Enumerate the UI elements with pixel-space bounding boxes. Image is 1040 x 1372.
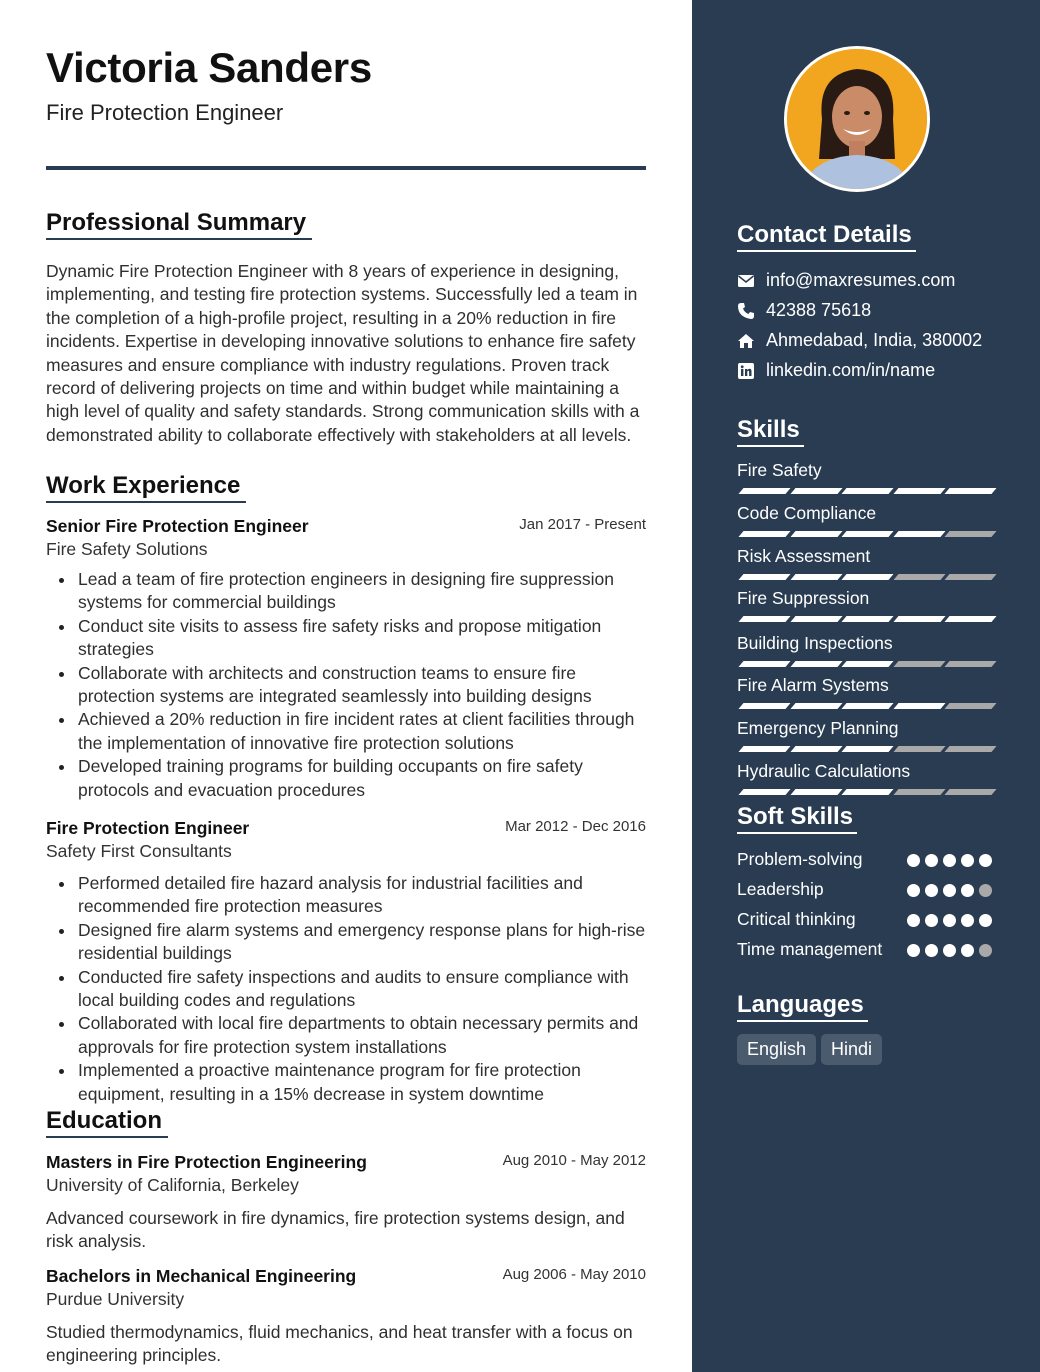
skill-row [737, 503, 993, 524]
skill-name: Risk Assessment [737, 546, 871, 566]
rating-dot [979, 914, 992, 927]
rating-dot [907, 854, 920, 867]
skill-level-segment [738, 574, 790, 580]
soft-skill-name: Problem-solving [737, 849, 863, 869]
soft-skill-name: Leadership [737, 879, 824, 899]
list-item: Achieved a 20% reduction in fire incident rates at client facilities through the implementation of innovative fire protection solutions [78, 708, 646, 755]
skill-level-segment [944, 531, 996, 537]
rating-dot [961, 914, 974, 927]
job-title: Senior Fire Protection Engineer [46, 516, 309, 536]
rating-dot [943, 944, 956, 957]
school-name: University of California, Berkeley [46, 1175, 299, 1195]
candidate-name: Victoria Sanders [46, 44, 372, 91]
home-icon [737, 332, 755, 350]
skill-level-segment [841, 661, 893, 667]
rating-dot [979, 884, 992, 897]
linkedin-text: linkedin.com/in/name [766, 360, 936, 380]
education-date: Aug 2006 - May 2010 [502, 1266, 646, 1283]
rating-dot [907, 914, 920, 927]
skill-level-segment [893, 616, 945, 622]
soft-skills-heading: Soft Skills [737, 802, 857, 834]
job-date: Jan 2017 - Present [519, 516, 646, 533]
skill-name: Fire Suppression [737, 588, 870, 608]
skill-name: Fire Alarm Systems [737, 675, 889, 695]
soft-skill-rating [907, 884, 987, 898]
phone-text: 42388 75618 [766, 300, 872, 320]
language-badge: Hindi [821, 1034, 882, 1065]
skill-level-bar [737, 661, 993, 667]
rating-dot [925, 914, 938, 927]
rating-dot [925, 884, 938, 897]
skill-level-segment [841, 488, 893, 494]
education-description: Advanced coursework in fire dynamics, fire protection systems design, and risk analysis. [46, 1208, 625, 1252]
skill-level-segment [790, 746, 842, 752]
soft-skill-name: Critical thinking [737, 909, 856, 929]
email-text: info@maxresumes.com [766, 270, 956, 290]
list-item: Implemented a proactive maintenance program for fire protection equipment, resulting in a 15% decrease in system downtime [78, 1059, 646, 1106]
summary-text: Dynamic Fire Protection Engineer with 8 years of experience in designing, implementing, and testing fire protection systems. Successfully led a team in the completion of a high-profile project, resulting in a 20% reduction in fire incidents. Expertise in developing innovative solutions to enhance fire safety measures and ensure compliance with industry regulations. Proven track record of delivering projects on time and within budget while maintaining a high level of quality and safety standards. Strong communication skills with a demonstrated ability to collaborate effectively with stakeholders at all levels. [46, 261, 640, 445]
contact-phone[interactable] [737, 300, 871, 321]
degree-title: Masters in Fire Protection Engineering [46, 1152, 367, 1172]
skill-name: Building Inspections [737, 633, 893, 653]
education-date: Aug 2010 - May 2012 [502, 1152, 646, 1169]
skill-level-segment [944, 574, 996, 580]
rating-dot [961, 944, 974, 957]
skill-row [737, 546, 993, 567]
skill-level-segment [841, 531, 893, 537]
rating-dot [943, 854, 956, 867]
skill-row [737, 761, 993, 782]
candidate-role: Fire Protection Engineer [46, 100, 284, 125]
languages-heading: Languages [737, 990, 868, 1022]
language-badge: English [737, 1034, 816, 1065]
school-name: Purdue University [46, 1289, 185, 1309]
skill-level-segment [893, 661, 945, 667]
skill-name: Code Compliance [737, 503, 877, 523]
rating-dot [925, 944, 938, 957]
soft-skill-row [737, 848, 987, 871]
list-item: Designed fire alarm systems and emergency response plans for high-rise residential buildings [78, 919, 646, 966]
contact-linkedin[interactable] [737, 360, 935, 381]
soft-skill-name: Time management [737, 939, 883, 959]
rating-dot [961, 854, 974, 867]
skill-level-segment [944, 703, 996, 709]
job-date: Mar 2012 - Dec 2016 [505, 818, 646, 835]
degree-title: Bachelors in Mechanical Engineering [46, 1266, 357, 1286]
education-description: Studied thermodynamics, fluid mechanics, and heat transfer with a focus on engineering principles. [46, 1322, 633, 1366]
rating-dot [925, 854, 938, 867]
phone-icon [737, 302, 755, 320]
skill-name: Fire Safety [737, 460, 822, 480]
list-item: Conduct site visits to assess fire safety risks and propose mitigation strategies [78, 615, 646, 662]
skill-name: Hydraulic Calculations [737, 761, 911, 781]
soft-skill-row [737, 938, 987, 961]
skill-level-segment [738, 703, 790, 709]
linkedin-icon [737, 362, 755, 380]
summary-heading: Professional Summary [46, 208, 312, 240]
job-bullets [46, 872, 646, 1106]
soft-skill-rating [907, 914, 987, 928]
list-item: Performed detailed fire hazard analysis for industrial facilities and recommended fire protection measures [78, 872, 646, 919]
skill-level-bar [737, 703, 993, 709]
list-item: Lead a team of fire protection engineers in designing fire suppression systems for commercial buildings [78, 568, 646, 615]
skill-level-segment [790, 488, 842, 494]
skill-level-segment [790, 574, 842, 580]
skill-level-segment [738, 789, 790, 795]
skill-level-segment [944, 789, 996, 795]
skill-level-segment [893, 488, 945, 494]
skill-name: Emergency Planning [737, 718, 899, 738]
skill-level-segment [841, 574, 893, 580]
skills-heading: Skills [737, 415, 804, 447]
rating-dot [943, 884, 956, 897]
skill-level-bar [737, 746, 993, 752]
skill-level-segment [893, 703, 945, 709]
rating-dot [979, 944, 992, 957]
list-item: Developed training programs for building occupants on fire safety protocols and evacuation procedures [78, 755, 646, 802]
skill-row [737, 633, 993, 654]
skill-row [737, 718, 993, 739]
skill-level-segment [841, 703, 893, 709]
skill-row [737, 588, 993, 609]
skill-level-segment [893, 574, 945, 580]
skill-level-segment [738, 661, 790, 667]
header-divider [46, 166, 646, 170]
job-bullets [46, 568, 646, 802]
job-title: Fire Protection Engineer [46, 818, 250, 838]
soft-skill-rating [907, 944, 987, 958]
skill-level-segment [790, 703, 842, 709]
skill-level-segment [893, 789, 945, 795]
education-heading: Education [46, 1106, 168, 1138]
rating-dot [907, 944, 920, 957]
avatar [784, 46, 930, 192]
skill-level-segment [841, 616, 893, 622]
rating-dot [943, 914, 956, 927]
skill-level-segment [738, 531, 790, 537]
work-heading: Work Experience [46, 471, 246, 503]
skill-level-segment [841, 746, 893, 752]
skill-row [737, 460, 993, 481]
skill-level-segment [893, 531, 945, 537]
skill-level-bar [737, 574, 993, 580]
skill-level-segment [790, 789, 842, 795]
rating-dot [907, 884, 920, 897]
skill-level-bar [737, 616, 993, 622]
skill-level-segment [944, 616, 996, 622]
list-item: Conducted fire safety inspections and audits to ensure compliance with local building codes and regulations [78, 966, 646, 1013]
sidebar [692, 0, 1040, 1372]
skill-level-segment [944, 661, 996, 667]
skill-level-segment [893, 746, 945, 752]
skill-level-bar [737, 789, 993, 795]
skill-level-segment [790, 616, 842, 622]
soft-skill-rating [907, 854, 987, 868]
list-item: Collaborated with local fire departments to obtain necessary permits and approvals for fire protection system installations [78, 1012, 646, 1059]
skill-level-segment [738, 616, 790, 622]
skill-level-segment [738, 488, 790, 494]
contact-address [737, 330, 982, 351]
envelope-icon [737, 272, 755, 290]
soft-skill-row [737, 908, 987, 931]
skill-level-segment [790, 661, 842, 667]
skill-level-bar [737, 488, 993, 494]
skill-level-bar [737, 531, 993, 537]
address-text: Ahmedabad, India, 380002 [766, 330, 983, 350]
skill-row [737, 675, 993, 696]
contact-heading: Contact Details [737, 220, 916, 252]
list-item: Collaborate with architects and construction teams to ensure fire protection systems are integrated seamlessly into building designs [78, 662, 646, 709]
soft-skill-row [737, 878, 987, 901]
skill-level-segment [738, 746, 790, 752]
skill-level-segment [944, 488, 996, 494]
job-company: Fire Safety Solutions [46, 539, 208, 559]
skill-level-segment [841, 789, 893, 795]
job-company: Safety First Consultants [46, 841, 232, 861]
rating-dot [961, 884, 974, 897]
contact-email[interactable] [737, 270, 955, 291]
skill-level-segment [944, 746, 996, 752]
rating-dot [979, 854, 992, 867]
skill-level-segment [790, 531, 842, 537]
